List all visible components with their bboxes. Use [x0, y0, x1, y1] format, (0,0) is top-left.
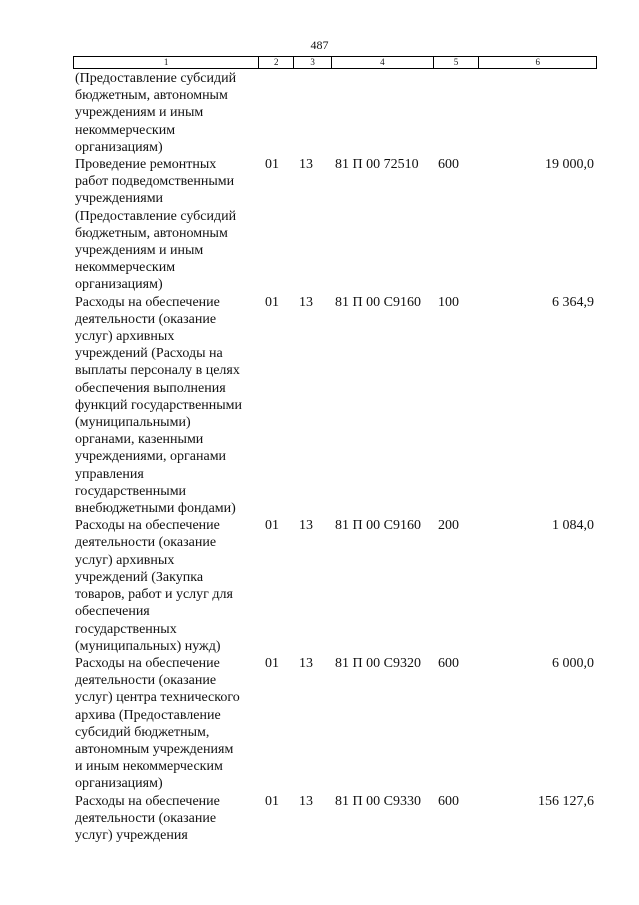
column-header-3: 3	[294, 57, 332, 68]
row-name: Расходы на обеспечение деятельности (оказание услуг) архивных учреждений (Расходы на выплаты персоналу в целях обеспечения выполнения функций государственными (муниципальными) органами, казенными учреждениями, органами управления государственными внебюджетными фондами)	[75, 294, 243, 517]
row-section	[259, 70, 294, 156]
row-section: 01	[265, 655, 279, 671]
table-row	[73, 70, 597, 156]
row-section: 01	[265, 518, 279, 534]
row-section: 01	[265, 157, 279, 173]
row-target-item: 81 П 00 С9330	[335, 793, 421, 809]
row-target-item: 81 П 00 С9160	[335, 294, 421, 310]
row-subsection: 13	[299, 793, 313, 809]
table-row	[73, 655, 597, 793]
column-header-5: 5	[434, 57, 480, 68]
table-body	[73, 70, 597, 844]
row-amount: 19 000,0	[545, 157, 594, 173]
row-target-item: 81 П 00 С9160	[335, 518, 421, 534]
column-header-2: 2	[259, 57, 294, 68]
column-header-4: 4	[332, 57, 434, 68]
row-expense-type: 600	[438, 157, 459, 173]
row-expense-type: 100	[438, 294, 459, 310]
row-section: 01	[265, 294, 279, 310]
row-subsection	[294, 70, 332, 156]
row-expense-type: 600	[438, 793, 459, 809]
row-name: Расходы на обеспечение деятельности (оказание услуг) учреждения	[75, 793, 220, 843]
row-amount: 156 127,6	[538, 793, 594, 809]
row-amount: 6 364,9	[552, 294, 594, 310]
row-subsection: 13	[299, 518, 313, 534]
row-target-item: 81 П 00 72510	[335, 157, 419, 173]
table-row	[73, 517, 597, 655]
row-amount: 1 084,0	[552, 518, 594, 534]
row-section: 01	[265, 793, 279, 809]
table-row	[73, 294, 597, 518]
row-name: Расходы на обеспечение деятельности (оказание услуг) архивных учреждений (Закупка товаров, работ и услуг для обеспечения государственных (муниципальных) нужд)	[75, 518, 233, 654]
row-name: Расходы на обеспечение деятельности (оказание услуг) центра технического архива (Предоставление субсидий бюджетным, автономным учреждениям и иным некоммерческим организациям)	[75, 655, 240, 792]
row-subsection: 13	[299, 157, 313, 173]
row-amount: 6 000,0	[552, 655, 594, 671]
row-expense-type: 600	[438, 655, 459, 671]
row-subsection: 13	[299, 655, 313, 671]
column-header-6: 6	[535, 57, 540, 67]
column-header-1: 1	[74, 57, 259, 68]
table-header	[73, 56, 597, 69]
row-expense-type	[434, 70, 480, 156]
row-target-item: 81 П 00 С9320	[335, 655, 421, 671]
table-row	[73, 793, 597, 845]
row-target-item	[332, 70, 434, 156]
row-subsection: 13	[299, 294, 313, 310]
page-number: 487	[310, 38, 329, 52]
table-row	[73, 156, 597, 294]
row-name: Проведение ремонтных работ подведомственными учреждениями (Предоставление субсидий бюджетным, автономным учреждениям и иным некоммерческим организациям)	[75, 157, 237, 293]
row-name: (Предоставление субсидий бюджетным, автономным учреждениям и иным некоммерческим организациям)	[75, 71, 237, 155]
row-expense-type: 200	[438, 518, 459, 534]
row-amount	[480, 70, 597, 156]
